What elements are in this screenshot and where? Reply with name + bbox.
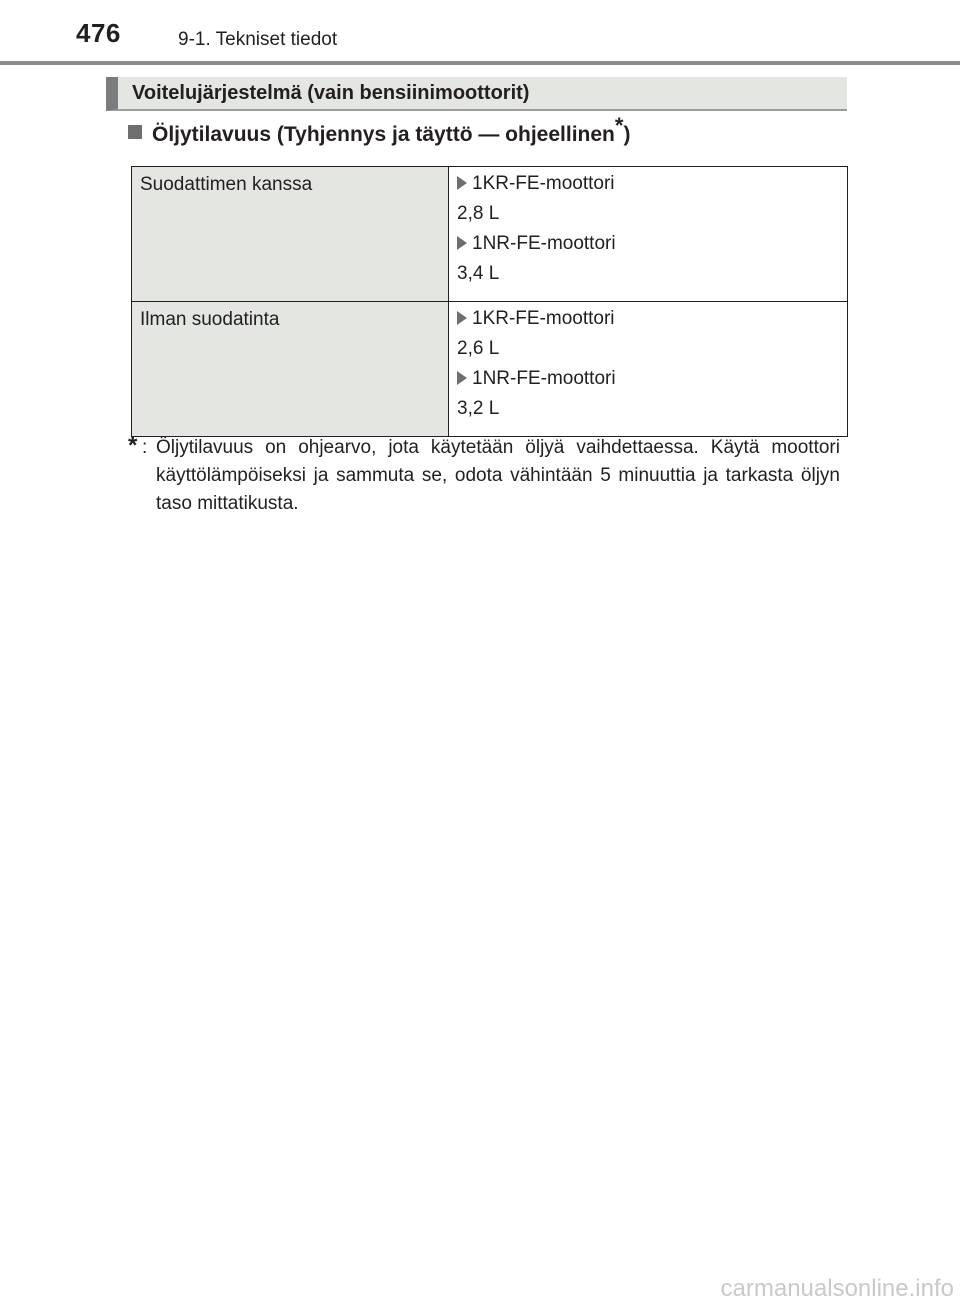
engine-name: 1NR-FE-moottori — [472, 368, 616, 389]
triangle-bullet-icon — [457, 176, 467, 190]
engine-item — [457, 368, 847, 390]
section-bar — [106, 77, 847, 111]
capacity-value: 3,2 L — [457, 398, 500, 419]
footnote-text: Öljytilavuus on ohjearvo, jota käytetään öljyä vaihdettaessa. Käytä moottori käyttölämpöiseksi ja sammuta se, odota vähintään 5 minuuttia ja tarkasta öljyn taso mittatikusta. — [156, 437, 840, 514]
engine-item — [457, 308, 847, 330]
triangle-bullet-icon — [457, 236, 467, 250]
square-bullet-icon — [128, 125, 142, 139]
watermark: carmanualsonline.info — [720, 1275, 954, 1302]
triangle-bullet-icon — [457, 311, 467, 325]
engine-name: 1NR-FE-moottori — [472, 233, 616, 254]
subsection-title: Öljytilavuus (Tyhjennys ja täyttö — ohjeellinen — [152, 123, 615, 146]
section-title: Voitelujärjestelmä (vain bensiinimoottorit) — [132, 82, 530, 104]
footnote — [128, 434, 840, 518]
engine-name: 1KR-FE-moottori — [472, 173, 615, 194]
subsection-close: ) — [623, 123, 631, 146]
capacity-value: 3,4 L — [457, 263, 500, 284]
row-label: Suodattimen kanssa — [132, 167, 449, 302]
capacity-value: 2,6 L — [457, 338, 500, 359]
capacity-value: 2,8 L — [457, 203, 500, 224]
subsection-heading — [128, 113, 631, 147]
triangle-bullet-icon — [457, 371, 467, 385]
engine-item — [457, 173, 847, 195]
header-rule — [0, 61, 960, 65]
engine-name: 1KR-FE-moottori — [472, 308, 615, 329]
row-values — [449, 167, 848, 302]
row-label: Ilman suodatinta — [132, 302, 449, 437]
footnote-marker: * — [614, 113, 624, 138]
page-number: 476 — [76, 18, 121, 48]
footnote-colon: : — [142, 437, 148, 458]
chapter-title: 9-1. Tekniset tiedot — [178, 29, 338, 50]
oil-capacity-table — [131, 166, 848, 437]
engine-item — [457, 233, 847, 255]
footnote-star: * — [128, 432, 138, 459]
table-row — [132, 302, 848, 437]
row-values — [449, 302, 848, 437]
table-row — [132, 167, 848, 302]
